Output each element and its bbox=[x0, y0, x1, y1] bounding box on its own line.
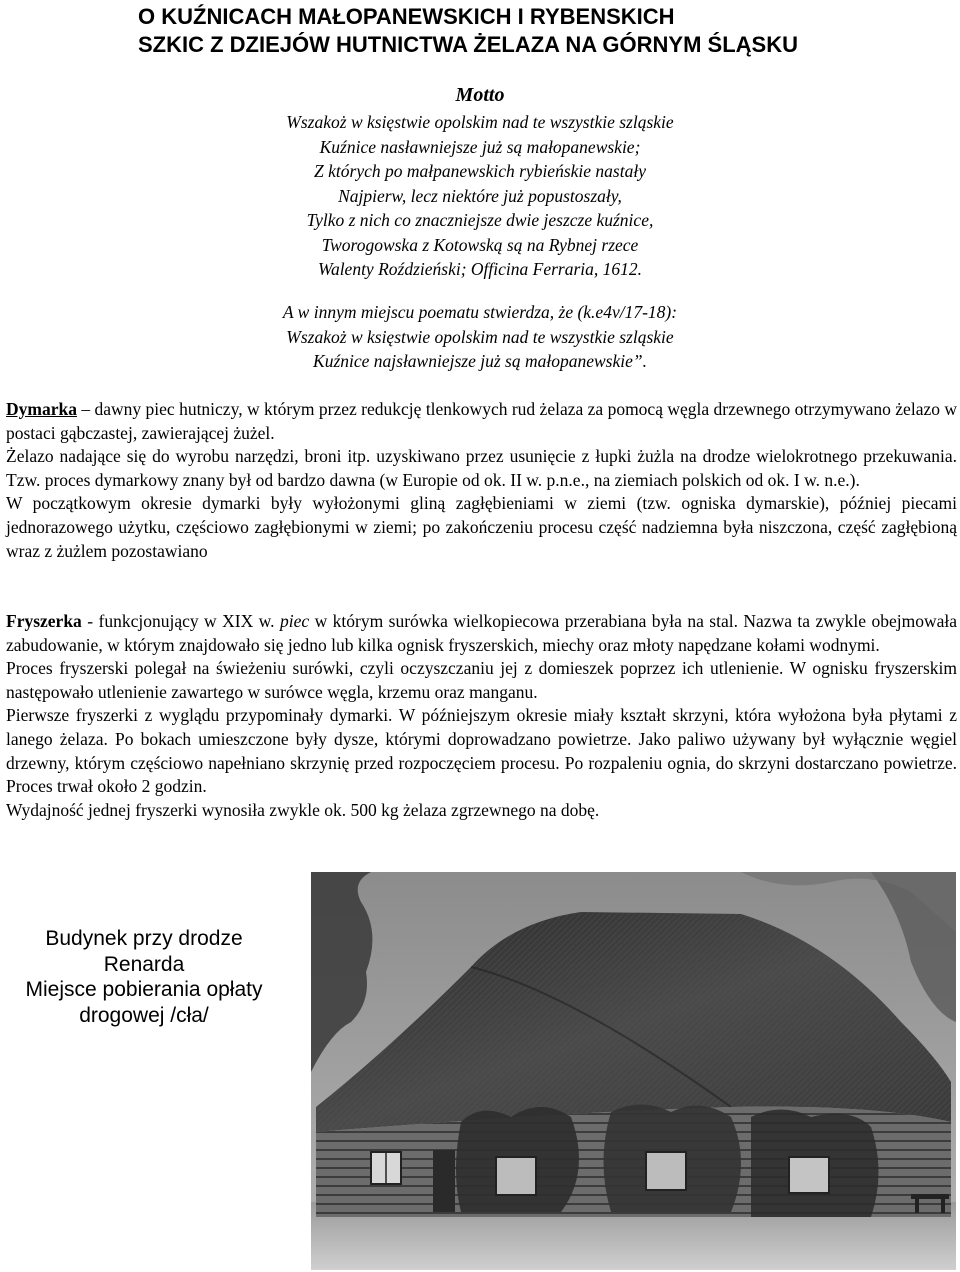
fryszerka-term: Fryszerka bbox=[6, 611, 82, 631]
fryszerka-paragraph-2: Proces fryszerski polegał na świeżeniu surówki, czyli oczyszczaniu jej z domieszek poprzez ich utlenienie. W ognisku fryszerskim następowało utlenienie zawartego w surówce węgla, krzemu oraz manganu. bbox=[6, 658, 957, 702]
poem-line: Tylko z nich co znaczniejsze dwie jeszcze kuźnice, bbox=[306, 210, 654, 230]
poem-line: Najpierw, lecz niektóre już popustoszały, bbox=[338, 185, 622, 206]
poem-attribution: Walenty Roździeński; Officina Ferraria, 1612. bbox=[317, 259, 643, 279]
poem-line: Kuźnice najsławniejsze już są małopanewskie”. bbox=[313, 351, 647, 371]
caption-line: Renarda bbox=[103, 952, 185, 976]
poem-line: Kuźnice nasławniejsze już są małopanewskie; bbox=[319, 136, 641, 157]
poem-line: Wszakoż w księstwie opolskim nad te wszystkie szląskie bbox=[286, 326, 674, 347]
fryszerka-paragraph-1 bbox=[6, 610, 957, 657]
motto-heading: Motto bbox=[455, 84, 505, 106]
dymarka-paragraph-1 bbox=[6, 398, 957, 445]
title-line-1: O KUŹNICACH MAŁOPANEWSKICH I RYBENSKICH bbox=[138, 4, 675, 29]
dymarka-term: Dymarka bbox=[6, 399, 77, 419]
photo-caption bbox=[8, 926, 280, 1028]
dymarka-section bbox=[6, 398, 957, 563]
motto-poem-second bbox=[0, 300, 960, 374]
dymarka-definition: – dawny piec hutniczy, w którym przez redukcję tlenkowych rud żelaza za pomocą węgla drzewnego otrzymywano żelazo w postaci gąbczastej, zawierającej żużel. bbox=[6, 399, 957, 443]
caption-line: Miejsce pobierania opłaty bbox=[25, 978, 263, 1001]
poem-line: Tworogowska z Kotowską są na Rybnej rzece bbox=[321, 234, 639, 255]
fryszerka-paragraph-3: Pierwsze fryszerki z wyglądu przypominały dymarki. W późniejszym okresie miały kształt skrzyni, która wyłożona była płytami z lanego żelaza. Po bokach umieszczone były dysze, którymi doprowadzano powietrze. Jako paliwo używany był wyłącznie węgiel drzewny, którym częściowo napełniano skrzynię przed rozpoczęciem procesu. Po rozpaleniu ognia, do skrzyni dostarczano powietrze. Proces trwał około 2 godzin. bbox=[6, 705, 957, 797]
fryszerka-text-a: - funkcjonujący w XIX w. bbox=[81, 611, 280, 631]
dymarka-paragraph-3: W początkowym okresie dymarki były wyłożonymi gliną zagłębieniami w ziemi (tzw. ogniska dymarskie), później piecami jednorazowego użytku, częściowo zagłębionymi w ziemi; po zakończeniu procesu część nadziemna była niszczona, część zagłębioną wraz z żużlem pozostawiano bbox=[6, 493, 957, 561]
caption-line: drogowej /cła/ bbox=[79, 1003, 209, 1027]
caption-line: Budynek przy drodze bbox=[45, 927, 243, 950]
fryszerka-text-piec: piec bbox=[279, 611, 310, 631]
building-photo bbox=[311, 872, 956, 1270]
poem-line: Wszakoż w księstwie opolskim nad te wszystkie szląskie bbox=[286, 112, 674, 132]
motto-poem bbox=[0, 110, 960, 282]
fryszerka-text-c: w którym surówka wielkopiecowa przerabiana była na stal. Nazwa ta zwykle obejmowała zabudowanie, w którym znajdowało się jedno lub kilka ognisk fryszerskich, miechy oraz młoty napędzane kołami wodnymi. bbox=[6, 611, 957, 655]
title-line-2: SZKIC Z DZIEJÓW HUTNICTWA ŻELAZA NA GÓRNYM ŚLĄSKU bbox=[138, 32, 798, 57]
fryszerka-section bbox=[6, 610, 957, 822]
dymarka-paragraph-2: Żelazo nadające się do wyrobu narzędzi, broni itp. uzyskiwano przez usunięcie z łupki żużla na drodze wielokrotnego przekuwania. Tzw. proces dymarkowy znany był od bardzo dawna (w Europie od ok. II w. p.n.e., na ziemiach polskich od ok. I w. n.e.). bbox=[6, 446, 957, 490]
poem-intro: A w innym miejscu poematu stwierdza, że (k.e4v/17-18): bbox=[282, 302, 678, 322]
fryszerka-paragraph-4: Wydajność jednej fryszerki wynosiła zwykle ok. 500 kg żelaza zgrzewnego na dobę. bbox=[6, 799, 600, 820]
poem-line: Z których po małpanewskich rybieńskie nastały bbox=[314, 161, 646, 181]
